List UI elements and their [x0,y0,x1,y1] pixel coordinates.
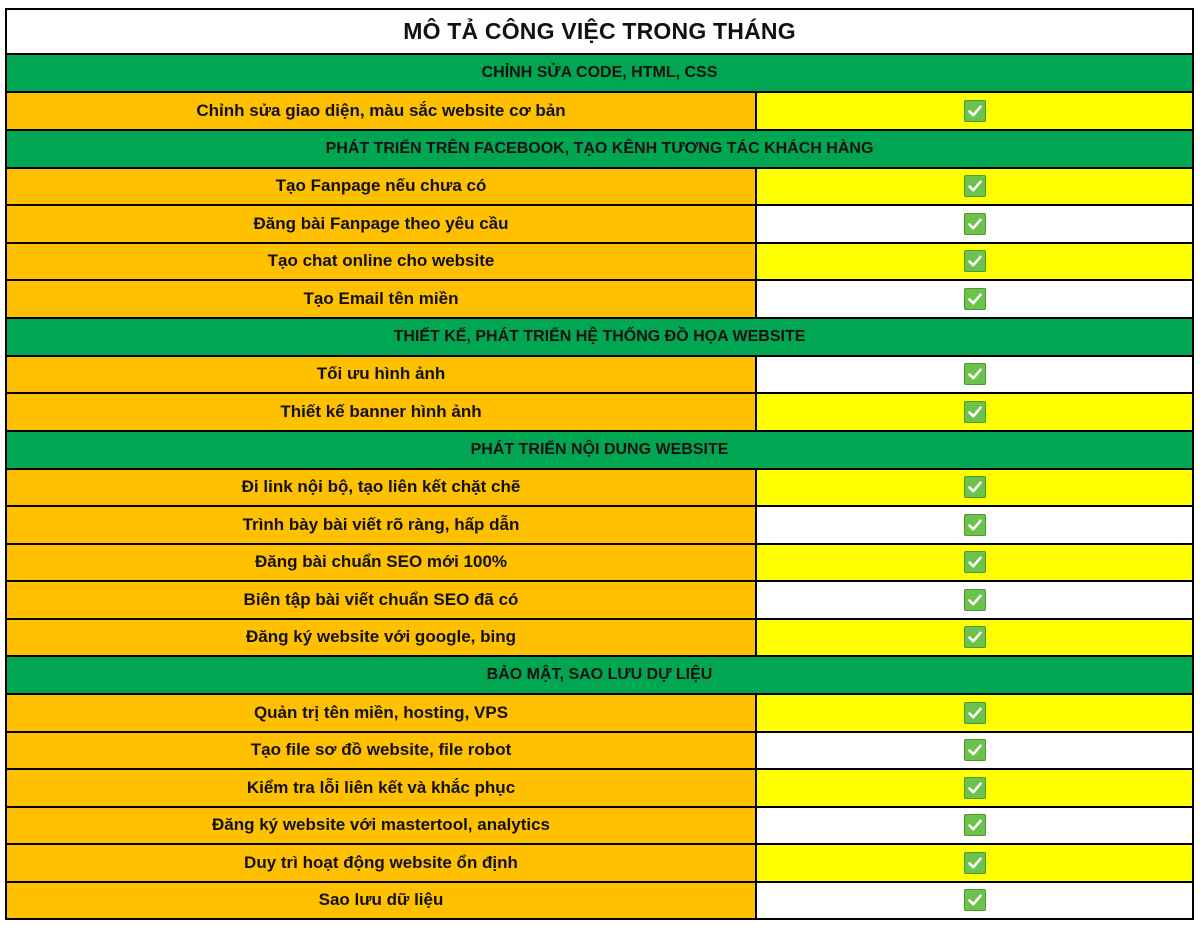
table-title: MÔ TẢ CÔNG VIỆC TRONG THÁNG [7,10,1194,55]
task-label: Duy trì hoạt động website ổn định [7,845,757,883]
title-row [7,10,1194,55]
checkmark-icon [964,100,986,122]
status-cell [757,808,1194,846]
task-label: Thiết kế banner hình ảnh [7,394,757,432]
table-row [7,770,1194,808]
table-row [7,244,1194,282]
checkmark-icon [964,589,986,611]
status-cell [757,620,1194,658]
section-heading: PHÁT TRIỂN NỘI DUNG WEBSITE [7,432,1194,470]
task-table [5,8,1194,920]
checkmark-icon [964,250,986,272]
task-label: Đi link nội bộ, tạo liên kết chặt chẽ [7,470,757,508]
status-cell [757,507,1194,545]
checkmark-icon [964,514,986,536]
section-heading: CHỈNH SỬA CODE, HTML, CSS [7,55,1194,93]
table-row [7,93,1194,131]
task-label: Tạo Fanpage nếu chưa có [7,169,757,207]
section-row [7,131,1194,169]
task-label: Đăng bài chuẩn SEO mới 100% [7,545,757,583]
checkmark-icon [964,852,986,874]
table-row [7,620,1194,658]
task-label: Tạo Email tên miền [7,281,757,319]
checkmark-icon [964,363,986,385]
status-cell [757,545,1194,583]
section-row [7,657,1194,695]
table-row [7,883,1194,921]
table-row [7,281,1194,319]
section-row [7,55,1194,93]
status-cell [757,883,1194,921]
table-row [7,545,1194,583]
checkmark-icon [964,814,986,836]
checkmark-icon [964,626,986,648]
task-label: Đăng bài Fanpage theo yêu cầu [7,206,757,244]
checkmark-icon [964,777,986,799]
status-cell [757,470,1194,508]
status-cell [757,93,1194,131]
status-cell [757,281,1194,319]
table-row [7,394,1194,432]
status-cell [757,169,1194,207]
checkmark-icon [964,401,986,423]
task-label: Tạo file sơ đồ website, file robot [7,733,757,771]
table-row [7,169,1194,207]
table-row [7,733,1194,771]
task-label: Trình bày bài viết rõ ràng, hấp dẫn [7,507,757,545]
table-row [7,206,1194,244]
status-cell [757,845,1194,883]
checkmark-icon [964,476,986,498]
task-label: Tạo chat online cho website [7,244,757,282]
table-row [7,582,1194,620]
status-cell [757,733,1194,771]
section-heading: PHÁT TRIỂN TRÊN FACEBOOK, TẠO KÊNH TƯƠNG TÁC KHÁCH HÀNG [7,131,1194,169]
checkmark-icon [964,551,986,573]
table-row [7,507,1194,545]
checkmark-icon [964,175,986,197]
checkmark-icon [964,213,986,235]
checkmark-icon [964,702,986,724]
table-row [7,845,1194,883]
section-heading: THIẾT KẾ, PHÁT TRIỂN HỆ THỐNG ĐỒ HỌA WEBSITE [7,319,1194,357]
table-body [7,55,1194,920]
status-cell [757,206,1194,244]
task-label: Chỉnh sửa giao diện, màu sắc website cơ bản [7,93,757,131]
section-heading: BẢO MẬT, SAO LƯU DỰ LIỆU [7,657,1194,695]
checkmark-icon [964,288,986,310]
status-cell [757,357,1194,395]
status-cell [757,582,1194,620]
status-cell [757,695,1194,733]
task-label: Kiểm tra lỗi liên kết và khắc phục [7,770,757,808]
status-cell [757,244,1194,282]
task-label: Sao lưu dữ liệu [7,883,757,921]
checkmark-icon [964,739,986,761]
task-label: Biên tập bài viết chuẩn SEO đã có [7,582,757,620]
checkmark-icon [964,889,986,911]
section-row [7,432,1194,470]
task-label: Đăng ký website với google, bing [7,620,757,658]
task-label: Quản trị tên miền, hosting, VPS [7,695,757,733]
table-row [7,357,1194,395]
task-label: Tối ưu hình ảnh [7,357,757,395]
table-row [7,695,1194,733]
status-cell [757,394,1194,432]
task-label: Đăng ký website với mastertool, analytics [7,808,757,846]
section-row [7,319,1194,357]
table-row [7,808,1194,846]
table-row [7,470,1194,508]
status-cell [757,770,1194,808]
